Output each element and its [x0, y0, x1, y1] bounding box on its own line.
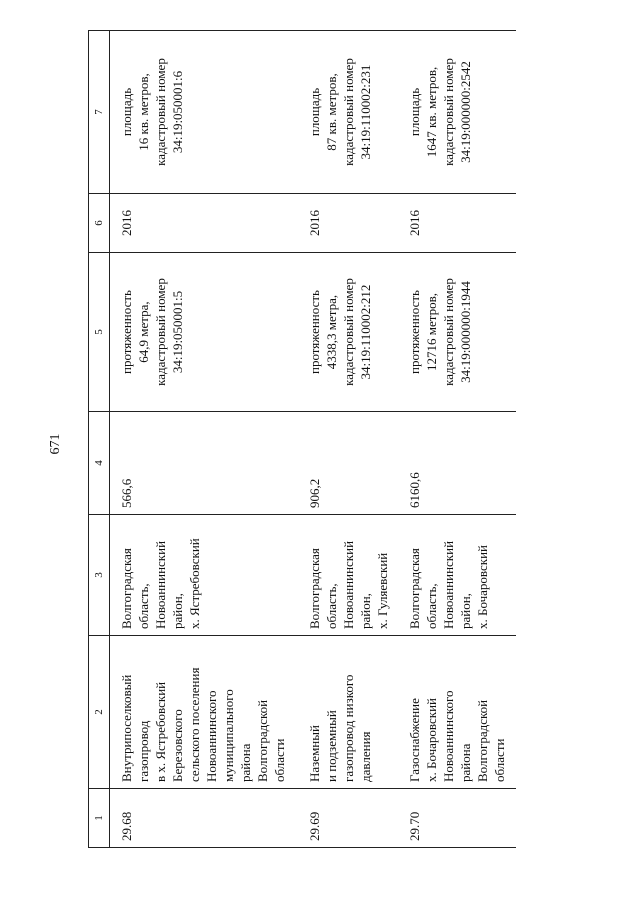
column-header: 3: [89, 515, 110, 636]
table-row: [398, 31, 516, 848]
object-area: площадь 16 кв. метров, кадастровый номер 34:19:050001:6: [110, 31, 299, 194]
column-header: 2: [89, 636, 110, 789]
object-year: 2016: [398, 194, 516, 253]
column-header: 5: [89, 253, 110, 412]
property-table: [88, 30, 516, 848]
object-value: 6160,6: [398, 412, 516, 515]
object-year: 2016: [298, 194, 398, 253]
column-header: 6: [89, 194, 110, 253]
object-length: протяженность 64,9 метра, кадастровый номер 34:19:050001:5: [110, 253, 299, 412]
table-row: [110, 31, 299, 848]
column-header: 7: [89, 31, 110, 194]
page-number: 671: [48, 433, 63, 455]
object-area: площадь 87 кв. метров, кадастровый номер 34:19:110002:231: [298, 31, 398, 194]
object-address: Волгоградская область, Новоаннинский район, х. Гуляевский: [298, 515, 398, 636]
object-value: 566,6: [110, 412, 299, 515]
object-length: протяженность 12716 метров, кадастровый номер 34:19:000000:1944: [398, 253, 516, 412]
row-number: 29.69: [298, 789, 398, 848]
object-area: площадь 1647 кв. метров, кадастровый номер 34:19:000000:2542: [398, 31, 516, 194]
column-header: 4: [89, 412, 110, 515]
column-header: 1: [89, 789, 110, 848]
object-value: 906,2: [298, 412, 398, 515]
object-length: протяженность 4338,3 метра, кадастровый номер 34:19:110002:212: [298, 253, 398, 412]
table-row: [298, 31, 398, 848]
row-number: 29.68: [110, 789, 299, 848]
object-name: Наземный и подземный газопровод низкого давления: [298, 636, 398, 789]
object-address: Волгоградская область, Новоаннинский район, х. Ястребовский: [110, 515, 299, 636]
object-address: Волгоградская область, Новоаннинский район, х. Бочаровский: [398, 515, 516, 636]
rotated-table-sheet: [88, 38, 516, 848]
object-year: 2016: [110, 194, 299, 253]
object-name: Газоснабжение х. Бочаровский Новоаннинского района Волгоградской области: [398, 636, 516, 789]
row-number: 29.70: [398, 789, 516, 848]
object-name: Внутрипоселковый газопровод в х. Ястребовский Березовского сельского поселения Новоаннинского муниципального района Волгоградской области: [110, 636, 299, 789]
column-number-header-row: [89, 31, 110, 848]
